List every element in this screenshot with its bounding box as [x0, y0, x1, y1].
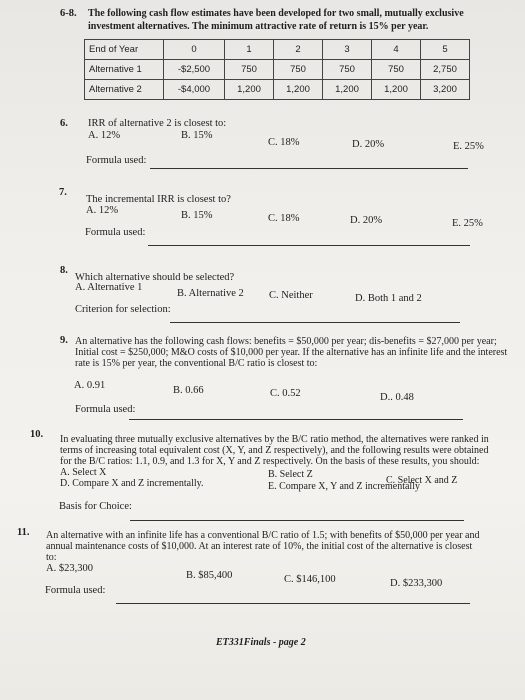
table-cell: 750	[372, 60, 421, 80]
question-7-number: 7.	[59, 187, 67, 198]
question-7-text: The incremental IRR is closest to?	[86, 194, 231, 205]
table-header-cell: 0	[164, 40, 225, 60]
q8-option-a: A. Alternative 1	[75, 282, 143, 293]
q10-option-d: D. Compare X and Z incrementally.	[60, 478, 204, 489]
question-6-number: 6.	[60, 118, 68, 129]
question-10-line3: for the B/C ratios: 1.1, 0.9, and 1.3 for X, Y and Z respectively. On the basis of these results, you should:	[60, 456, 480, 467]
question-11-number: 11.	[17, 527, 30, 538]
q6-formula-label: Formula used:	[86, 155, 147, 166]
problem-intro-line1: The following cash flow estimates have been developed for two small, mutually exclusive	[88, 8, 464, 19]
q6-option-b: B. 15%	[181, 130, 213, 141]
q9-option-d: D.. 0.48	[380, 392, 414, 403]
table-cell: 750	[274, 60, 323, 80]
q7-option-a: A. 12%	[86, 205, 119, 216]
q8-option-c: C. Neither	[269, 290, 313, 301]
problem-number: 6-8.	[60, 8, 77, 19]
table-cell: 1,200	[323, 80, 372, 100]
q11-option-a: A. $23,300	[46, 563, 93, 574]
q11-option-d: D. $233,300	[390, 578, 443, 589]
cash-flow-table	[84, 39, 470, 100]
q11-option-b: B. $85,400	[186, 570, 233, 581]
table-header-cell: 1	[225, 40, 274, 60]
table-cell: 1,200	[372, 80, 421, 100]
question-10-line2: terms of increasing total equivalent cost (X, Y, and Z respectively), and the following results were obtained	[60, 445, 489, 456]
question-10-number: 10.	[30, 429, 44, 440]
question-11-line2: annual maintenance costs of $10,000. At an interest rate of 10%, the initial cost of the alternative is closest	[46, 541, 473, 552]
q7-option-c: C. 18%	[268, 213, 300, 224]
table-cell: Alternative 1	[85, 60, 164, 80]
question-6-text: IRR of alternative 2 is closest to:	[88, 118, 227, 129]
q7-option-b: B. 15%	[181, 210, 213, 221]
table-row	[85, 80, 470, 100]
table-header-cell: 4	[372, 40, 421, 60]
table-header-row	[85, 40, 470, 60]
table-cell: 1,200	[225, 80, 274, 100]
table-cell: 3,200	[421, 80, 470, 100]
question-10-line1: In evaluating three mutually exclusive alternatives by the B/C ratio method, the alternatives were ranked in	[60, 434, 489, 445]
question-8-text: Which alternative should be selected?	[75, 272, 235, 283]
table-cell: 750	[225, 60, 274, 80]
question-11-line3: to:	[46, 552, 57, 563]
question-9-line3: rate is 15% per year, the conventional B/C ratio is closest to:	[75, 358, 318, 369]
q11-option-c: C. $146,100	[284, 574, 336, 585]
q8-answer-line[interactable]	[170, 322, 460, 323]
q10-option-e: E. Compare X, Y and Z incrementally	[268, 481, 420, 492]
q11-formula-label: Formula used:	[45, 585, 106, 596]
q10-option-b: B. Select Z	[268, 469, 313, 480]
table-header-cell: 3	[323, 40, 372, 60]
table-header-cell: 5	[421, 40, 470, 60]
table-header-cell: End of Year	[85, 40, 164, 60]
q7-option-e: E. 25%	[452, 218, 483, 229]
question-8-number: 8.	[60, 265, 68, 276]
problem-intro-line2: investment alternatives. The minimum attractive rate of return is 15% per year.	[88, 21, 429, 32]
q11-answer-line[interactable]	[116, 603, 470, 604]
q6-option-a: A. 12%	[88, 130, 121, 141]
q6-option-d: D. 20%	[352, 139, 385, 150]
q10-basis-label: Basis for Choice:	[59, 501, 132, 512]
q10-answer-line[interactable]	[130, 520, 464, 521]
q8-option-b: B. Alternative 2	[177, 288, 244, 299]
table-cell: 2,750	[421, 60, 470, 80]
question-9-line1: An alternative has the following cash flows: benefits = $50,000 per year; dis-benefits = $27,000 per year;	[75, 336, 497, 347]
q9-option-b: B. 0.66	[173, 385, 204, 396]
q9-answer-line[interactable]	[129, 419, 463, 420]
table-row	[85, 60, 470, 80]
q9-option-a: A. 0.91	[74, 380, 106, 391]
page-footer: ET331Finals - page 2	[216, 637, 306, 648]
q6-option-e: E. 25%	[453, 141, 484, 152]
q7-option-d: D. 20%	[350, 215, 383, 226]
table-cell: -$2,500	[164, 60, 225, 80]
q6-answer-line[interactable]	[150, 168, 468, 169]
table-cell: -$4,000	[164, 80, 225, 100]
question-9-number: 9.	[60, 335, 68, 346]
question-11-line1: An alternative with an infinite life has a conventional B/C ratio of 1.5; with benefits of $50,000 per year and	[46, 530, 480, 541]
question-9-line2: Initial cost = $250,000; M&O costs of $10,000 per year. If the alternative has an infinite life and the interest	[75, 347, 508, 358]
table-cell: Alternative 2	[85, 80, 164, 100]
table-cell: 1,200	[274, 80, 323, 100]
q7-answer-line[interactable]	[148, 245, 470, 246]
table-cell: 750	[323, 60, 372, 80]
q7-formula-label: Formula used:	[85, 227, 146, 238]
q10-option-c: C. Select X and Z	[386, 475, 458, 486]
q8-option-d: D. Both 1 and 2	[355, 293, 422, 304]
q9-option-c: C. 0.52	[270, 388, 301, 399]
q8-criterion-label: Criterion for selection:	[75, 304, 171, 315]
q10-option-a: A. Select X	[60, 467, 107, 478]
q9-formula-label: Formula used:	[75, 404, 136, 415]
q6-option-c: C. 18%	[268, 137, 300, 148]
table-header-cell: 2	[274, 40, 323, 60]
